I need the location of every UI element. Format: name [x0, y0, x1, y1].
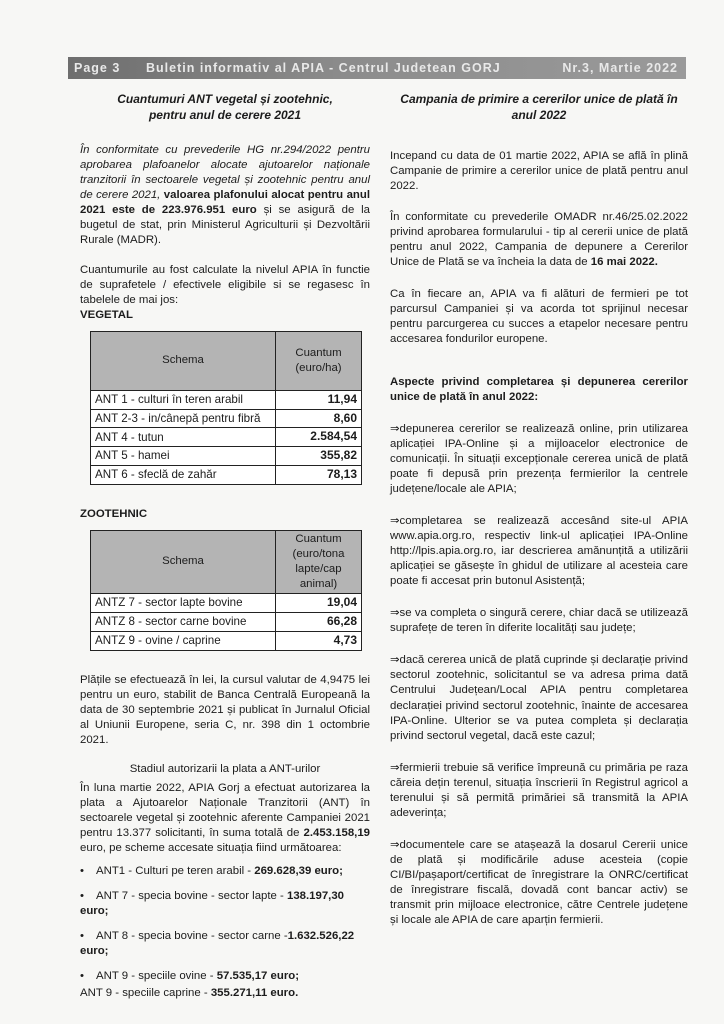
arrow-icon: ⇒ [390, 420, 400, 435]
arrow-icon: ⇒ [390, 652, 400, 667]
table-row: ANT 4 - tutun 2.584,54 [91, 428, 362, 447]
arrow-icon: ⇒ [390, 605, 400, 620]
last-payment-line: ANT 9 - speciile caprine - 355.271,11 euro. [80, 987, 299, 1000]
zootehnic-table [90, 530, 362, 651]
zootehnic-label: ZOOTEHNIC [80, 507, 148, 520]
table-row: ANT 5 - hamei 355,82 [91, 447, 362, 466]
list-item: • ANT 7 - specia bovine - sector lapte - 138.197,30 euro; [80, 890, 344, 918]
arrow-icon: ⇒ [390, 759, 400, 774]
bullet-documents: ⇒documentele care se atașează la dosarul Cererii unice de plată și modificările aduse acesteia (copie CI/BI/pașaport/certificat de înregistrare la ONRC/certificat de înregistrare fiscală, dovadă cont bancar activ) se transmit prin mijloace electronice, către Centrele județene și locale ale APIA de care aparțin fermierii. [390, 836, 688, 927]
list-item: • ANT1 - Culturi pe teren arabil - 269.628,39 euro; [80, 865, 343, 878]
vegetal-label: VEGETAL [80, 308, 133, 321]
table-header-schema: Schema [91, 331, 276, 390]
list-item: • ANT 9 - speciile ovine - 57.535,17 euro; [80, 970, 300, 983]
bullet-online: ⇒depunerea cererilor se realizează online, prin utilizarea aplicației IPA-Online și a mijloacelor electronice de comunicații. În situații excepționale cererea unică de plată poate fi depusă prin prezența fermierilor la centrele județene/locale ale APIA; [390, 420, 688, 495]
left-paragraph-1: În conformitate cu prevederile HG nr.294/2022 pentru aprobarea plafoanelor alocate ajutoarelor naționale tranzitorii în sectoarele vegetal și zootehnic pentru anul de cerere 2021, valoarea plafonului alocat pentru anul 2021 este de 223.976.951 euro și se asigură de la bugetul de stat, prin Ministerul Agriculturii și Dezvoltării Rurale (MADR). [80, 144, 370, 247]
right-paragraph-3: Ca în fiecare an, APIA va fi alături de fermieri pe tot parcursul Campaniei și va acorda tot sprijinul necesar pentru parcurgerea cu succes a etapelor necesare pentru accesarea fondurilor europene. [390, 287, 688, 345]
left-column [80, 92, 370, 1001]
bullet-zoo: ⇒dacă cererea unică de plată cuprinde și declarație privind sectorul zootehnic, solicitantul se va adresa prima dată Centrului Județean/Local APIA pentru completarea declarației privind sectorul zootehnic, înainte de accesarea IPA-Online. Ulterior se va putea completa și declarația privind sectorul vegetal, dacă este cazul; [390, 652, 688, 742]
bullet-site: ⇒completarea se realizează accesând site-ul APIA www.apia.org.ro, respectiv link-ul aplicației IPA-Online http://lpis.apia.org.ro, iar descrierea amănunțită a utilizării aplicației se găsește în ghidul de utilizare al acesteia care poate fi accesat prin butonul Asistență; [390, 513, 688, 588]
left-paragraph-4: În luna martie 2022, APIA Gorj a efectuat autorizarea la plata a Ajutoarelor Naționale Tranzitorii (ANT) în sectoarele vegetal și zootehnic aferente Campaniei 2021 pentru 13.377 solicitanti, în suma totală de 2.453.158,19 euro, pe scheme accesate situația fiind următoarea: [80, 781, 370, 855]
arrow-icon: ⇒ [390, 836, 400, 851]
table-row: ANT 6 - sfeclă de zahăr 78,13 [91, 466, 362, 485]
table-row: ANT 1 - culturi în teren arabil 11,94 [91, 390, 362, 409]
right-article-title: Campania de primire a cererilor unice de plată în anul 2022 [400, 92, 678, 122]
right-paragraph-2: În conformitate cu prevederile OMADR nr.46/25.02.2022 privind aprobarea formularului - tip al cererii unice de plată pentru anul 2022, Campania de depunere a Cererilor Unice de Plată se va încheia la data de 16 mai 2022. [390, 211, 688, 269]
header-banner [68, 57, 686, 79]
bullet-single: ⇒se va completa o singură cerere, chiar dacă se utilizează suprafețe de teren în diferite localități sau județe; [390, 605, 688, 635]
list-item: • ANT 8 - specia bovine - sector carne -1.632.526,22 euro; [80, 930, 355, 958]
bullet-registry: ⇒fermierii trebuie să verifice împreună cu primăria pe raza căreia dețin terenul, situația înscrierii în Registrul agricol a terenului și să permită primăriei să transmită la APIA adeverința; [390, 759, 688, 819]
table-row: ANTZ 8 - sector carne bovine 66,28 [91, 612, 362, 631]
aspecte-heading: Aspecte privind completarea și depunerea cererilor unice de plată în anul 2022: [390, 375, 688, 403]
table-header-cuantum: Cuantum (euro/tona lapte/cap animal) [276, 530, 362, 593]
left-paragraph-3: Plățile se efectuează în lei, la cursul valutar de 4,9475 lei pentru un euro, stabilit de Banca Centrală Europeană la data de 30 septembrie 2021 și publicat în Jurnalul Oficial al Uniunii Europene, seria C, nr. 398 din 1 octombrie 2021. [80, 673, 370, 746]
page-number: Page 3 [74, 60, 121, 75]
left-subtitle: Stadiul autorizarii la plata a ANT-urilor [129, 762, 321, 775]
bulletin-title: Buletin informativ al APIA - Centrul Judetean GORJ [146, 60, 501, 75]
table-row: ANTZ 7 - sector lapte bovine 19,04 [91, 594, 362, 613]
arrow-icon: ⇒ [390, 513, 400, 528]
table-row: ANTZ 9 - ovine / caprine 4,73 [91, 631, 362, 650]
table-row: ANT 2-3 - in/cânepă pentru fibră 8,60 [91, 409, 362, 428]
right-paragraph-1: Incepand cu data de 01 martie 2022, APIA se află în plină Campanie de primire a cererilor unice de plată pentru anul 2022. [390, 150, 688, 193]
table-header-schema: Schema [91, 530, 276, 593]
table-header-cuantum: Cuantum (euro/ha) [276, 331, 362, 390]
left-article-title: Cuantumuri ANT vegetal și zootehnic, pentru anul de cerere 2021 [117, 92, 333, 122]
left-paragraph-2: Cuantumurile au fost calculate la nivelul APIA în functie de suprafetele / efectivele eligibile si se regasesc în tabelele de mai jos: [80, 263, 370, 306]
issue-number: Nr.3, Martie 2022 [562, 60, 678, 75]
vegetal-table [90, 331, 362, 485]
right-column [390, 92, 688, 944]
payment-list [80, 864, 370, 984]
